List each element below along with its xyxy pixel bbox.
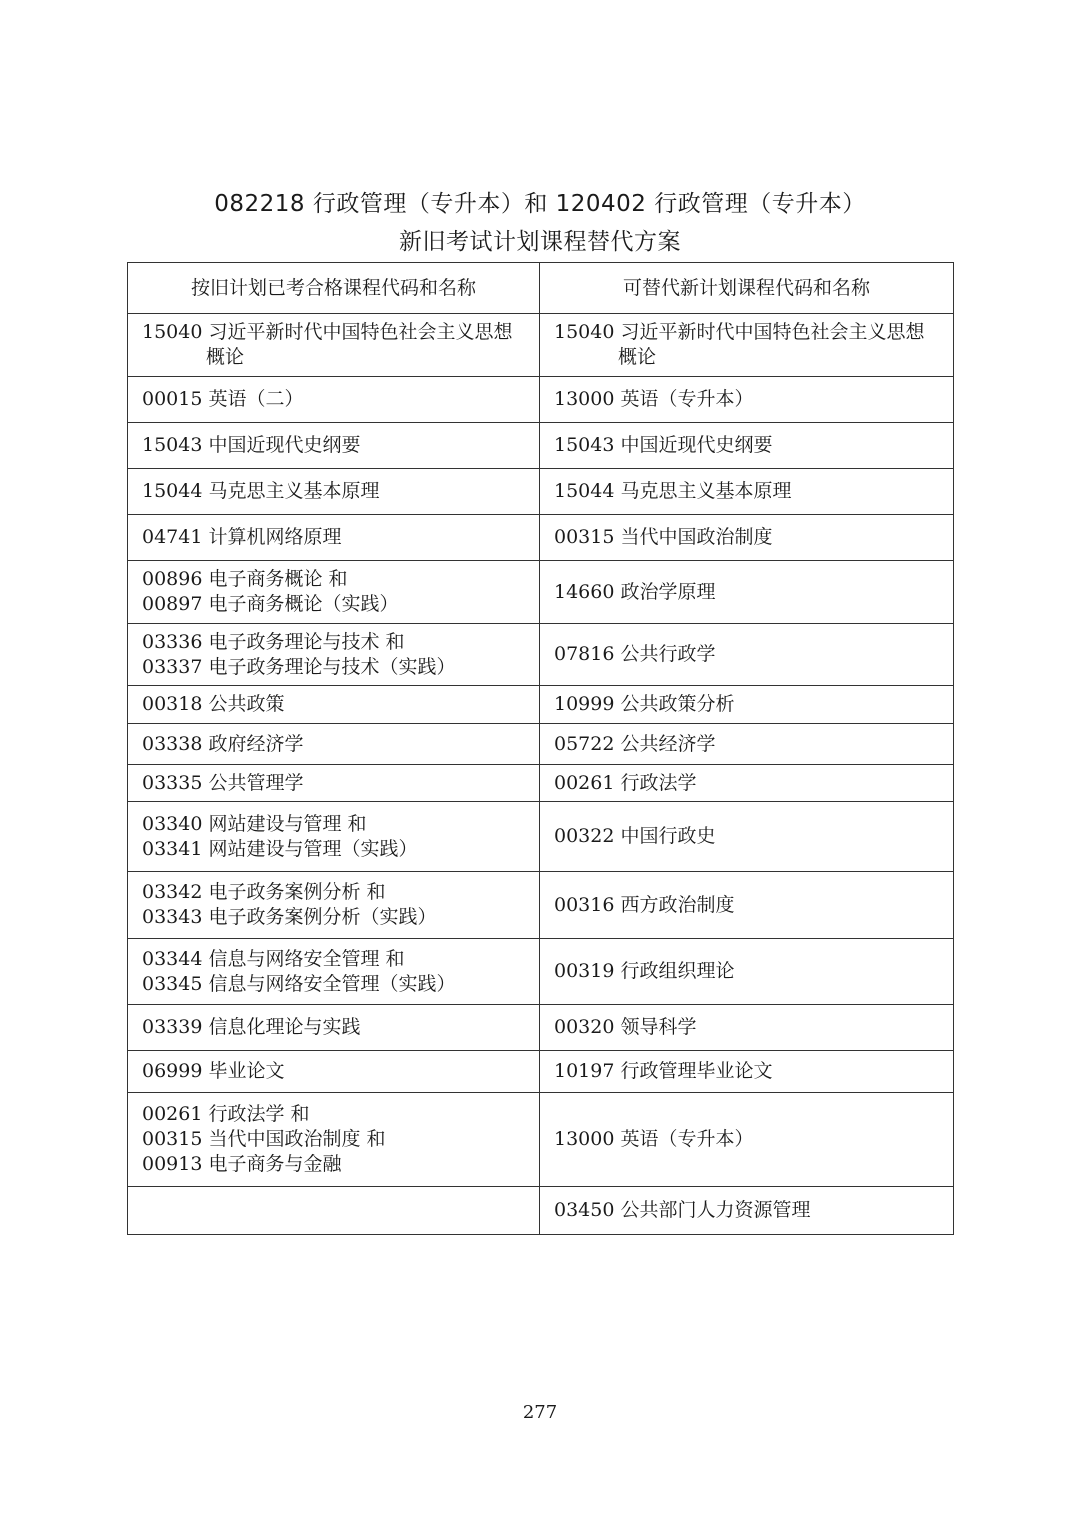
course-entry: 00316 西方政治制度 xyxy=(554,893,735,916)
course-entry: 00319 行政组织理论 xyxy=(554,960,735,982)
new-course-cell xyxy=(540,872,954,939)
old-course-cell xyxy=(128,469,540,515)
course-entry: 15040 习近平新时代中国特色社会主义思想概论 xyxy=(142,321,513,368)
header-old-plan-courses: 按旧计划已考合格课程代码和名称 xyxy=(128,263,540,314)
new-course-cell xyxy=(540,423,954,469)
new-course-cell xyxy=(540,939,954,1005)
course-entry: 03339 信息化理论与实践 xyxy=(142,1016,361,1038)
course-entry: 00913 电子商务与金融 xyxy=(142,1153,342,1175)
course-entry: 15040 习近平新时代中国特色社会主义思想概论 xyxy=(554,321,925,368)
course-entry: 03343 电子政务案例分析（实践） xyxy=(142,906,437,928)
course-entry: 00315 当代中国政治制度 和 xyxy=(142,1128,386,1150)
new-course-cell xyxy=(540,1187,954,1235)
table-row xyxy=(128,1187,954,1235)
course-entry: 03336 电子政务理论与技术 和 xyxy=(142,630,405,653)
old-course-cell xyxy=(128,802,540,872)
course-entry: 03341 网站建设与管理（实践） xyxy=(142,837,418,860)
old-course-cell xyxy=(128,1093,540,1187)
course-entry: 04741 计算机网络原理 xyxy=(142,526,342,548)
page-number: 277 xyxy=(522,1402,558,1423)
document-title-line-2: 新旧考试计划课程替代方案 xyxy=(399,229,681,255)
course-entry: 00261 行政法学 xyxy=(554,771,697,794)
course-entry: 00320 领导科学 xyxy=(554,1016,697,1038)
course-entry: 15044 马克思主义基本原理 xyxy=(554,480,792,502)
course-entry: 00261 行政法学 和 xyxy=(142,1103,310,1125)
new-course-cell xyxy=(540,624,954,686)
table-row xyxy=(128,1051,954,1093)
course-entry: 00318 公共政策 xyxy=(142,693,285,715)
course-entry: 03338 政府经济学 xyxy=(142,732,304,755)
old-course-cell xyxy=(128,1187,540,1235)
new-course-cell xyxy=(540,561,954,624)
new-course-cell xyxy=(540,1093,954,1187)
table-row xyxy=(128,377,954,423)
course-entry: 03337 电子政务理论与技术（实践） xyxy=(142,655,456,678)
course-entry: 10999 公共政策分析 xyxy=(554,693,735,715)
table-row xyxy=(128,765,954,802)
new-course-cell xyxy=(540,1051,954,1093)
course-entry: 03344 信息与网络安全管理 和 xyxy=(142,947,405,970)
table-body xyxy=(128,314,954,1235)
table-header-row xyxy=(128,263,954,314)
course-entry: 05722 公共经济学 xyxy=(554,732,716,755)
table-row xyxy=(128,469,954,515)
table-row xyxy=(128,724,954,765)
new-course-cell xyxy=(540,1005,954,1051)
table-row xyxy=(128,314,954,377)
table-row xyxy=(128,624,954,686)
document-title-line-1: 082218 行政管理（专升本）和 120402 行政管理（专升本） xyxy=(214,191,866,217)
course-entry: 13000 英语（专升本） xyxy=(554,1128,754,1150)
table-row xyxy=(128,872,954,939)
course-entry: 15044 马克思主义基本原理 xyxy=(142,480,380,502)
new-course-cell xyxy=(540,686,954,724)
old-course-cell xyxy=(128,515,540,561)
course-entry: 00896 电子商务概论 和 xyxy=(142,568,348,590)
new-course-cell xyxy=(540,469,954,515)
table-row xyxy=(128,686,954,724)
course-entry: 15043 中国近现代史纲要 xyxy=(554,434,773,456)
table-row xyxy=(128,802,954,872)
old-course-cell xyxy=(128,686,540,724)
course-entry: 13000 英语（专升本） xyxy=(554,388,754,410)
course-entry: 00315 当代中国政治制度 xyxy=(554,526,773,548)
course-entry: 03335 公共管理学 xyxy=(142,771,304,794)
course-entry: 06999 毕业论文 xyxy=(142,1060,285,1082)
course-entry: 03342 电子政务案例分析 和 xyxy=(142,881,386,903)
table-row xyxy=(128,1005,954,1051)
new-course-cell xyxy=(540,724,954,765)
course-substitution-table xyxy=(127,262,954,1235)
table-row xyxy=(128,423,954,469)
course-entry: 14660 政治学原理 xyxy=(554,580,716,603)
table-row xyxy=(128,939,954,1005)
new-course-cell xyxy=(540,314,954,377)
old-course-cell xyxy=(128,872,540,939)
course-entry: 03450 公共部门人力资源管理 xyxy=(554,1199,811,1221)
old-course-cell xyxy=(128,423,540,469)
old-course-cell xyxy=(128,314,540,377)
course-entry: 00322 中国行政史 xyxy=(554,825,716,847)
old-course-cell xyxy=(128,377,540,423)
old-course-cell xyxy=(128,765,540,802)
old-course-cell xyxy=(128,561,540,624)
new-course-cell xyxy=(540,765,954,802)
old-course-cell xyxy=(128,1051,540,1093)
new-course-cell xyxy=(540,515,954,561)
course-entry: 00015 英语（二） xyxy=(142,388,304,410)
course-entry: 03345 信息与网络安全管理（实践） xyxy=(142,972,456,995)
header-new-plan-courses: 可替代新计划课程代码和名称 xyxy=(540,263,954,314)
old-course-cell xyxy=(128,1005,540,1051)
table-row xyxy=(128,1093,954,1187)
course-entry: 03340 网站建设与管理 和 xyxy=(142,812,367,835)
table-row xyxy=(128,515,954,561)
new-course-cell xyxy=(540,802,954,872)
table-row xyxy=(128,561,954,624)
new-course-cell xyxy=(540,377,954,423)
course-entry: 00897 电子商务概论（实践） xyxy=(142,593,399,615)
old-course-cell xyxy=(128,939,540,1005)
course-entry: 07816 公共行政学 xyxy=(554,643,716,665)
old-course-cell xyxy=(128,724,540,765)
old-course-cell xyxy=(128,624,540,686)
course-entry: 10197 行政管理毕业论文 xyxy=(554,1060,773,1082)
course-entry: 15043 中国近现代史纲要 xyxy=(142,434,361,456)
